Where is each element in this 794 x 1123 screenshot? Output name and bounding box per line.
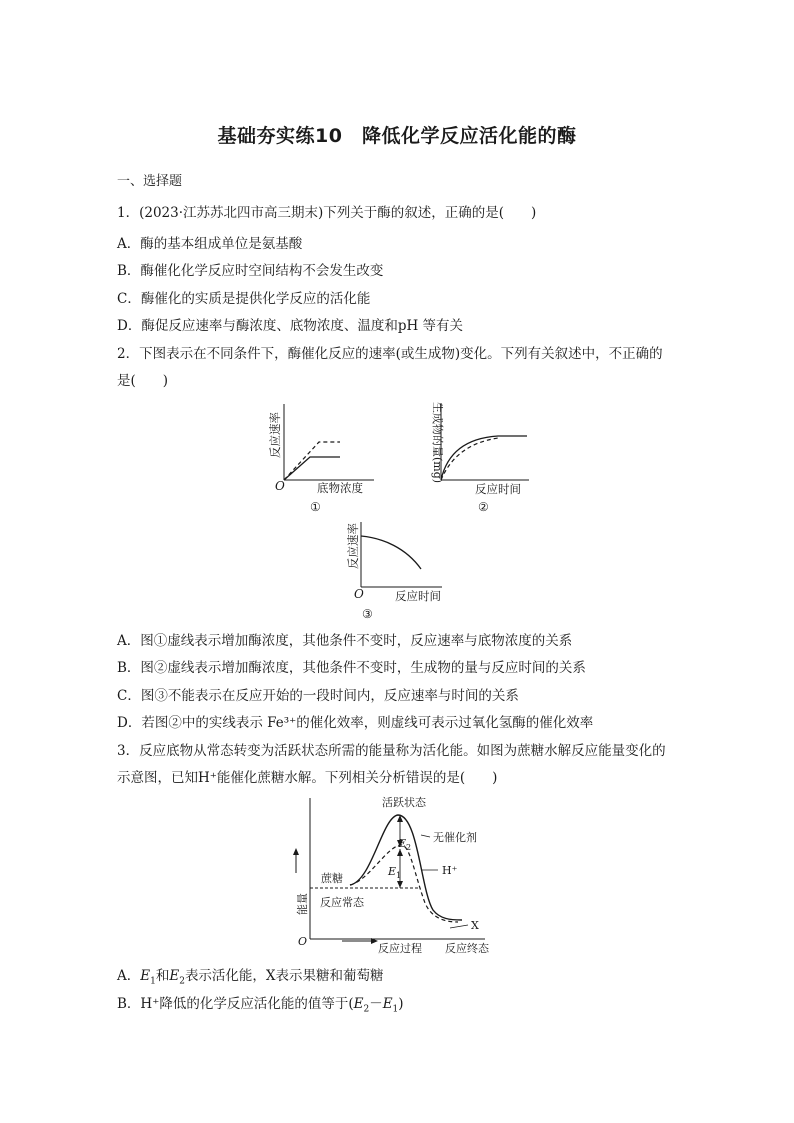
q2-option-c: C．图③不能表示在反应开始的一段时间内，反应速率与时间的关系 [117,688,519,704]
fig1-dashed-line [284,442,340,480]
label-final-state: 反应终态 [445,942,489,955]
fig3-curve [361,536,421,569]
fig3-ylabel: 反应速率 [346,523,360,569]
label-no-catalyst: 无催化剂 [433,831,477,844]
fig3-number: ③ [362,607,373,621]
fig2-xlabel: 反应时间 [475,482,521,496]
curve-with-h-catalyst [350,845,458,922]
fig1-number: ① [310,500,321,514]
figure-1-rate-vs-substrate [262,400,382,518]
figure-2-product-vs-time [420,398,540,518]
figure-3-rate-vs-time [338,518,448,622]
label-x: X [471,919,479,932]
label-process-axis: 反应过程 [378,942,422,955]
q1-option-c: C．酶催化的实质是提供化学反应的活化能 [117,291,371,307]
section-heading: 一、选择题 [117,174,183,189]
fig1-ylabel: 反应速率 [268,412,282,458]
q1-option-a: A．酶的基本组成单位是氨基酸 [117,236,303,252]
label-normal-state: 反应常态 [320,896,364,909]
q2-option-d: D．若图②中的实线表示 Fe³⁺的催化效率，则虚线可表示过氧化氢酶的催化效率 [117,715,594,731]
q3-option-a: A．$E_1$和$E_2$表示活化能，X表示果糖和葡萄糖 [117,968,384,987]
q1-option-d: D．酶促反应速率与酶浓度、底物浓度、温度和pH 等有关 [117,318,464,334]
energy-diagram [290,793,510,958]
q2-stem-line1: 2．下图表示在不同条件下，酶催化反应的速率(或生成物)变化。下列有关叙述中，不正确的 [117,346,663,362]
q2-option-a: A．图①虚线表示增加酶浓度，其他条件不变时，反应速率与底物浓度的关系 [117,633,573,649]
label-e1-sub: 1 [396,871,402,880]
q3-option-b: B．H⁺降低的化学反应活化能的值等于$(E_2-E_1)$ [117,996,404,1015]
label-active-state: 活跃状态 [382,796,426,809]
fig3-origin: O [354,587,364,601]
label-origin: O [298,935,308,948]
fig2-number: ② [478,500,489,514]
svg-text:E1 [387,865,401,880]
label-sucrose: 蔗糖 [321,872,343,885]
fig1-xlabel: 底物浓度 [317,481,363,495]
fig3-xlabel: 反应时间 [395,589,441,603]
label-e1: E [388,865,397,878]
fig1-origin: O [275,479,285,493]
fig2-ylabel: 生成物的量(mg) [431,402,444,484]
q3-stem-line1: 3．反应底物从常态转变为活跃状态所需的能量称为活化能。如图为蔗糖水解反应能量变化的 [117,743,666,759]
label-e2-sub: 2 [406,843,412,852]
fig2-solid-curve [441,436,527,480]
q2-stem-line2: 是( ) [117,373,169,389]
q1-option-b: B．酶催化化学反应时空间结构不会发生改变 [117,263,384,279]
q3-stem-line2: 示意图，已知H⁺能催化蔗糖水解。下列相关分析错误的是( ) [117,770,498,786]
fig1-solid-line [284,457,340,480]
label-e2: E [398,837,407,850]
q1-stem: 1．(2023·江苏苏北四市高三期末)下列关于酶的叙述，正确的是( ) [117,205,537,221]
label-energy-axis: 能量 [296,893,309,915]
q2-option-b: B．图②虚线表示增加酶浓度，其他条件不变时，生成物的量与反应时间的关系 [117,660,586,676]
label-h-plus: H⁺ [442,864,458,877]
page-title: 基础夯实练10 降低化学反应活化能的酶 [217,125,577,147]
svg-text:E2 [397,837,411,852]
